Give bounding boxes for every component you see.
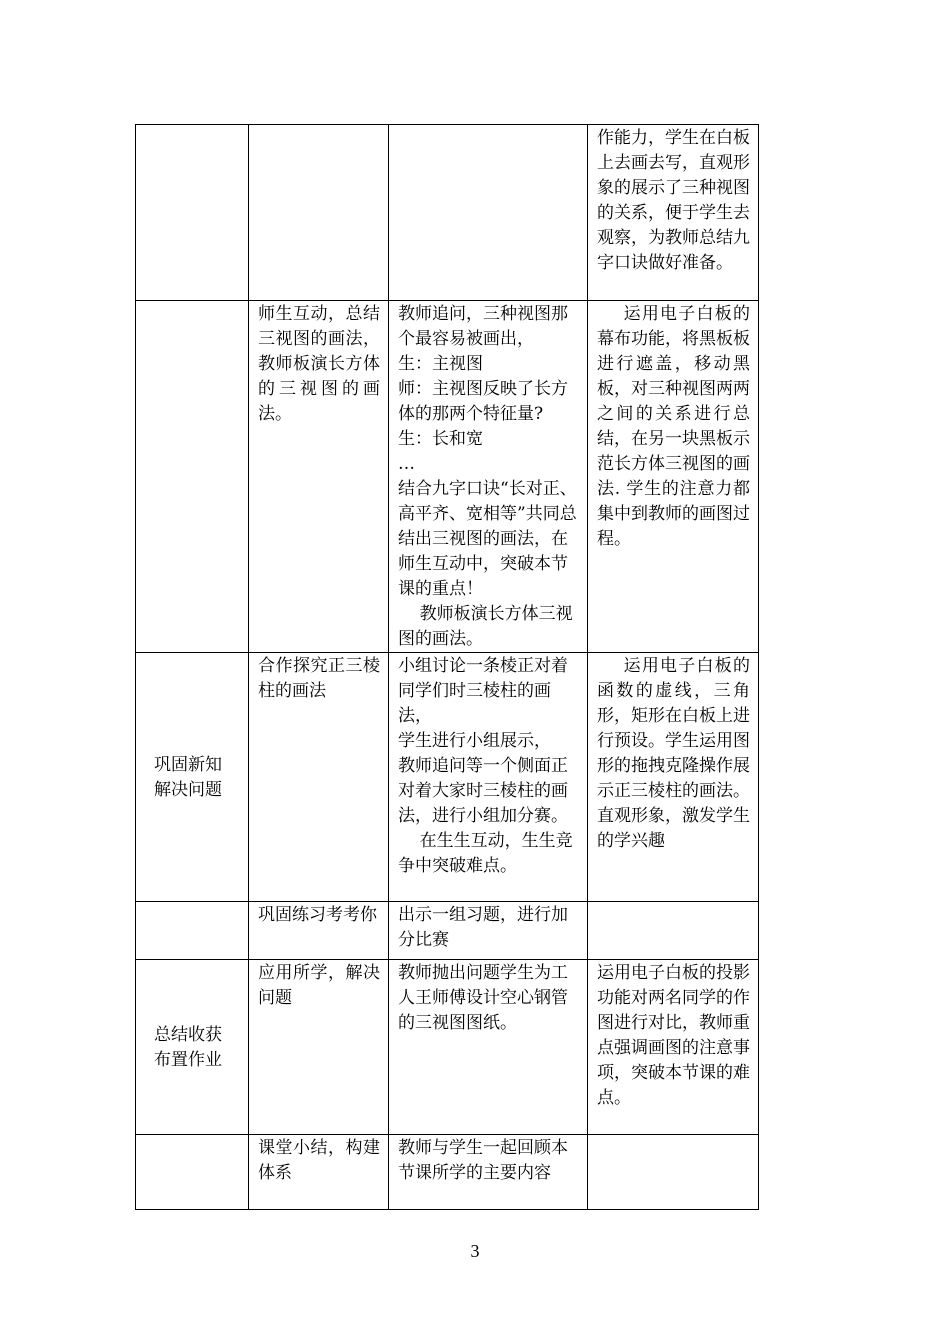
process-cell: 教师与学生一起回顾本节课所学的主要内容 bbox=[389, 1135, 588, 1210]
process-cell: 小组讨论一条棱正对着同学们时三棱柱的画法， 学生进行小组展示， 教师追问等一个侧面正对着大家时三棱柱的画法，进行小组加分赛。 在生生互动，生生竞争中突破难点。 bbox=[389, 653, 588, 902]
process-cell bbox=[389, 125, 588, 301]
activity-cell bbox=[249, 125, 389, 301]
process-cell: 教师追问，三种视图那个最容易被画出， 生：主视图 师：主视图反映了长方体的那两个特征量? 生：长和宽 … 结合九字口诀“长对正、高平齐、宽相等”共同总结出三视图的画法，在师生互动中，突破本节课的重点！ 教师板演长方体三视图的画法。 bbox=[389, 301, 588, 653]
stage-cell: 巩固新知 解决问题 bbox=[136, 653, 249, 902]
design-cell: 运用电子白板的幕布功能，将黑板板进行遮盖，移动黑板，对三种视图两两之间的关系进行总结，在另一块黑板示范长方体三视图的画法. 学生的注意力都集中到教师的画图过程。 bbox=[588, 301, 759, 653]
table-row bbox=[136, 301, 759, 653]
table-row bbox=[136, 960, 759, 1135]
page-number: 3 bbox=[470, 1241, 480, 1261]
table-row bbox=[136, 902, 759, 960]
activity-cell: 课堂小结，构建体系 bbox=[249, 1135, 389, 1210]
stage-cell bbox=[136, 125, 249, 301]
stage-cell bbox=[136, 301, 249, 653]
stage-cell: 总结收获 布置作业 bbox=[136, 960, 249, 1135]
design-cell bbox=[588, 1135, 759, 1210]
table-row bbox=[136, 653, 759, 902]
design-cell: 作能力，学生在白板上去画去写，直观形象的展示了三种视图的关系，便于学生去观察，为教师总结九字口诀做好准备。 bbox=[588, 125, 759, 301]
stage-cell bbox=[136, 902, 249, 960]
design-cell bbox=[588, 902, 759, 960]
design-cell: 运用电子白板的函数的虚线，三角形，矩形在白板上进行预设。学生运用图形的拖拽克隆操作展示正三棱柱的画法。直观形象，激发学生的学兴趣 bbox=[588, 653, 759, 902]
process-cell: 出示一组习题，进行加分比赛 bbox=[389, 902, 588, 960]
activity-cell: 巩固练习考考你 bbox=[249, 902, 389, 960]
activity-cell: 师生互动，总结三视图的画法，教师板演长方体的三视图的画法。 bbox=[249, 301, 389, 653]
activity-cell: 应用所学，解决问题 bbox=[249, 960, 389, 1135]
activity-cell: 合作探究正三棱柱的画法 bbox=[249, 653, 389, 902]
lesson-plan-table bbox=[135, 124, 759, 1210]
table-row bbox=[136, 125, 759, 301]
stage-cell bbox=[136, 1135, 249, 1210]
table-row bbox=[136, 1135, 759, 1210]
design-cell: 运用电子白板的投影功能对两名同学的作图进行对比，教师重点强调画图的注意事项，突破本节课的难点。 bbox=[588, 960, 759, 1135]
process-cell: 教师抛出问题学生为工人王师傅设计空心钢管的三视图图纸。 bbox=[389, 960, 588, 1135]
